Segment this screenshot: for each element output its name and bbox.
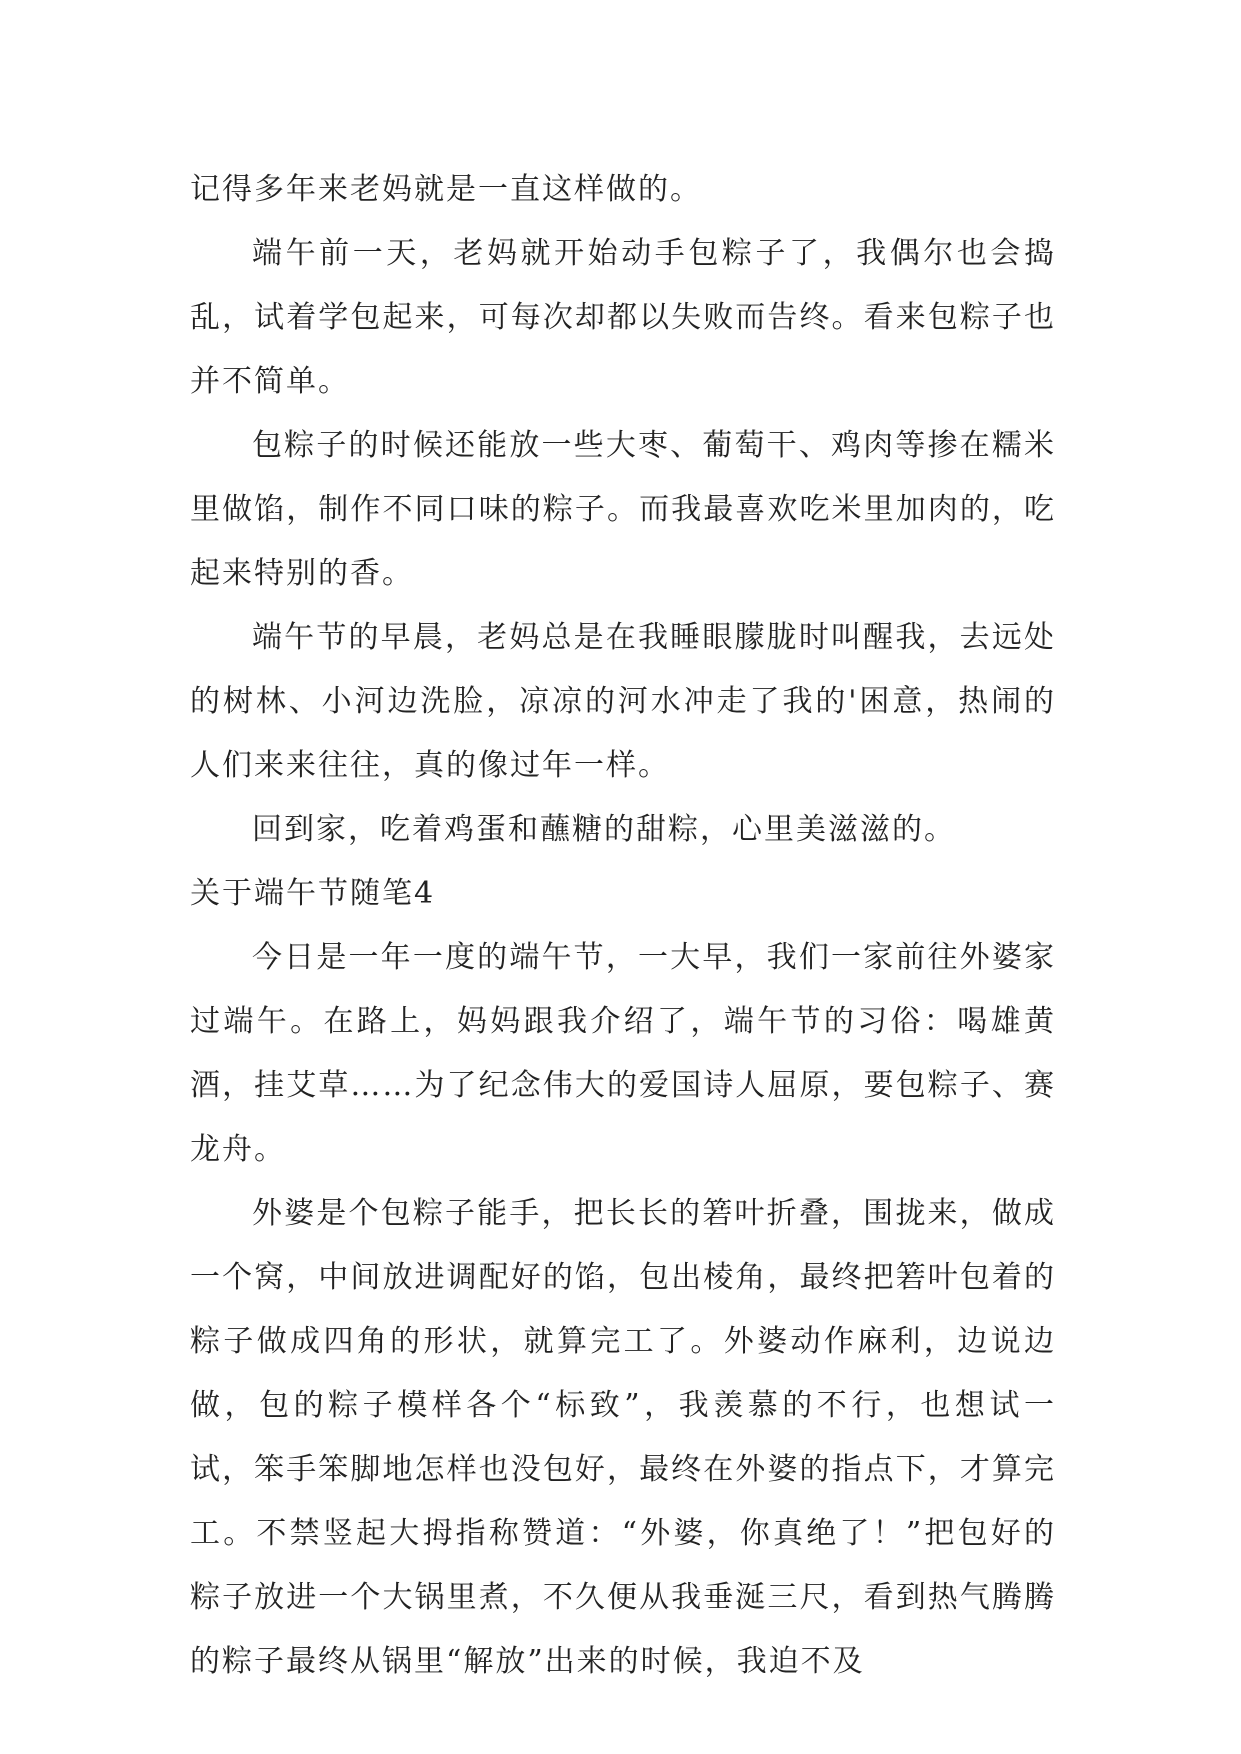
paragraph: 今日是一年一度的端午节，一大早，我们一家前往外婆家过端午。在路上，妈妈跟我介绍了，端午节的习俗：喝雄黄酒，挂艾草……为了纪念伟大的爱国诗人屈原，要包粽子、赛龙舟。 — [190, 940, 1056, 1167]
document-body — [190, 158, 1056, 1694]
section-heading: 关于端午节随笔4 — [190, 876, 436, 911]
paragraph-continuation: 记得多年来老妈就是一直这样做的。 — [190, 172, 702, 207]
paragraph: 回到家，吃着鸡蛋和蘸糖的甜粽，心里美滋滋的。 — [252, 812, 956, 847]
paragraph: 外婆是个包粽子能手，把长长的箬叶折叠，围拢来，做成一个窝，中间放进调配好的馅，包出棱角，最终把箬叶包着的粽子做成四角的形状，就算完工了。外婆动作麻利，边说边做，包的粽子模样各个“标致”，我羡慕的不行，也想试一试，笨手笨脚地怎样也没包好，最终在外婆的指点下，才算完工。不禁竖起大拇指称赞道：“外婆，你真绝了！”把包好的粽子放进一个大锅里煮，不久便从我垂涎三尺，看到热气腾腾的粽子最终从锅里“解放”出来的时候，我迫不及 — [190, 1196, 1056, 1679]
paragraph: 端午前一天，老妈就开始动手包粽子了，我偶尔也会捣乱，试着学包起来，可每次却都以失败而告终。看来包粽子也并不简单。 — [190, 236, 1056, 399]
paragraph: 端午节的早晨，老妈总是在我睡眼朦胧时叫醒我，去远处的树林、小河边洗脸，凉凉的河水冲走了我的'困意，热闹的人们来来往往，真的像过年一样。 — [190, 620, 1056, 783]
paragraph: 包粽子的时候还能放一些大枣、葡萄干、鸡肉等掺在糯米里做馅，制作不同口味的粽子。而我最喜欢吃米里加肉的，吃起来特别的香。 — [190, 428, 1056, 591]
